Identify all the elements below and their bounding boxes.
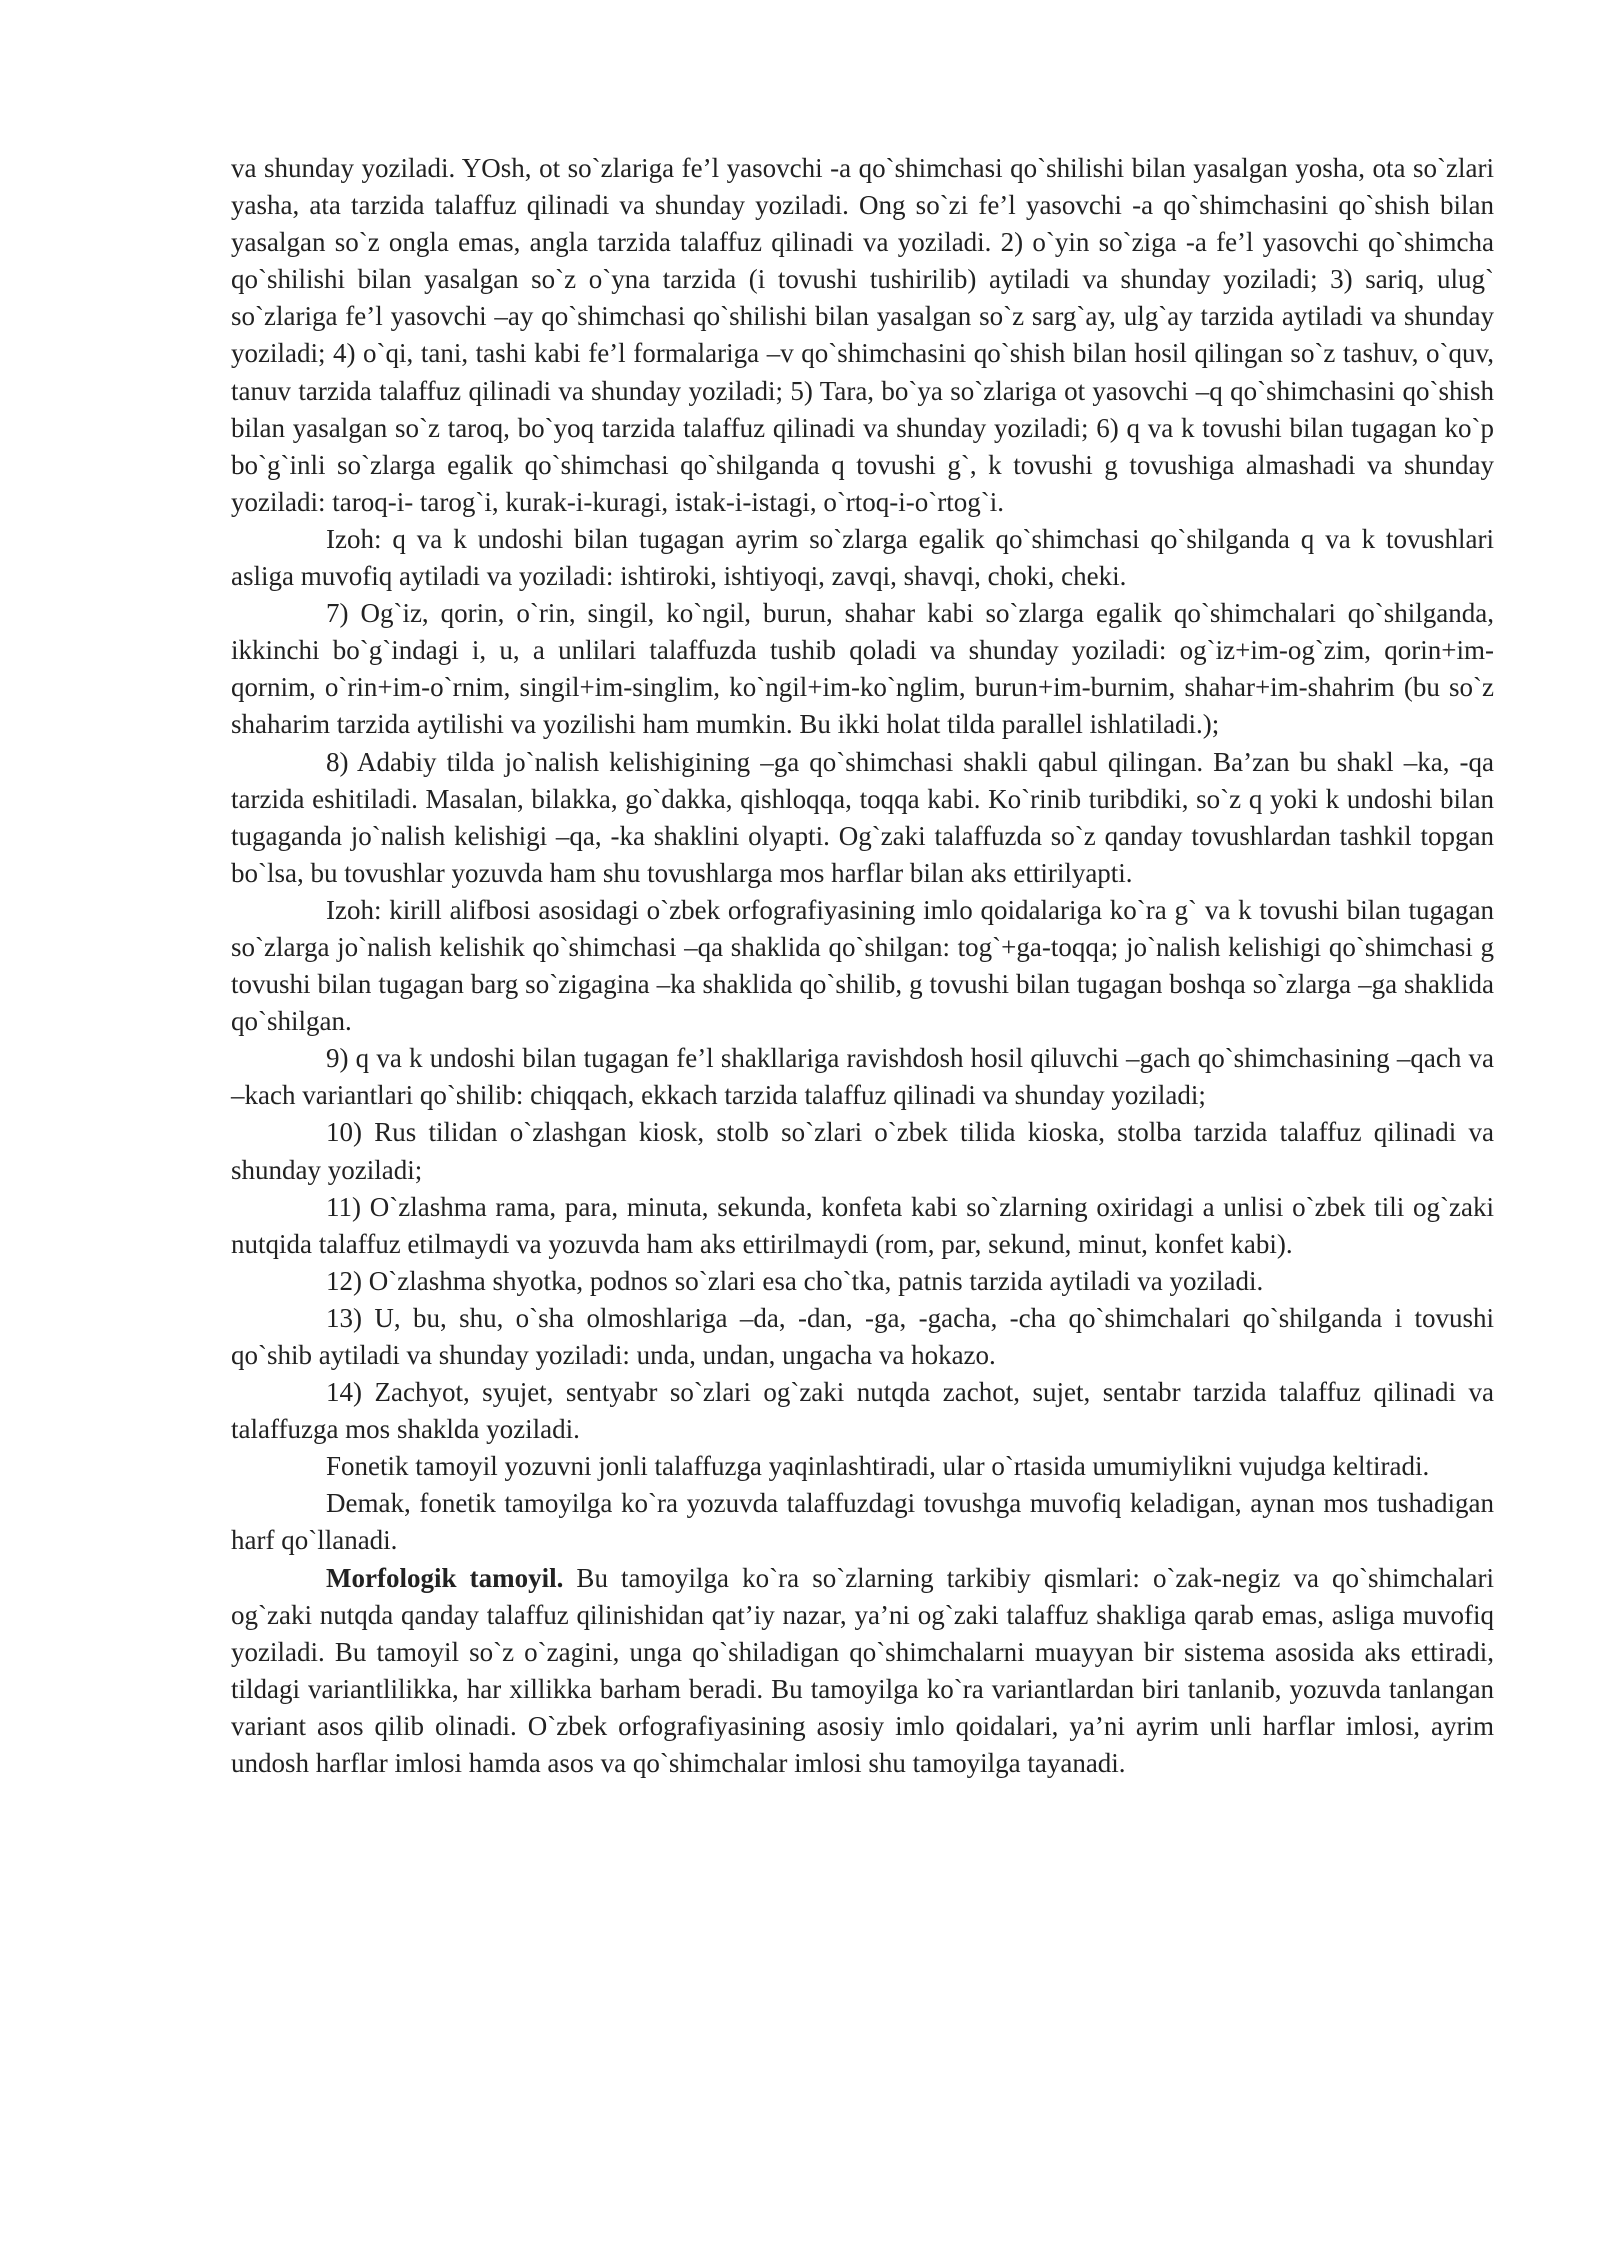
paragraph-14 [231,1560,1494,1783]
paragraph-9-text: 12) O`zlashma shyotka, podnos so`zlari esa cho`tka, patnis tarzida aytiladi va yoziladi. [326,1265,1264,1296]
section-heading-morfologik: Morfologik tamoyil. [326,1562,564,1593]
paragraph-6 [231,1040,1494,1114]
document-page [231,150,1494,1782]
paragraph-6-text: 9) q va k undoshi bilan tugagan fe’l shakllariga ravishdosh hosil qiluvchi –gach qo`shimchasining –qach va –kach variantlari qo`shilib: chiqqach, ekkach tarzida talaffuz qilinadi va shunday yoziladi; [231,1043,1494,1111]
paragraph-2 [231,521,1494,595]
paragraph-9 [231,1263,1494,1300]
paragraph-13-text: Demak, fonetik tamoyilga ko`ra yozuvda talaffuzdagi tovushga muvofiq keladigan, aynan mos tushadigan harf qo`llanadi. [231,1488,1494,1556]
paragraph-7-text: 10) Rus tilidan o`zlashgan kiosk, stolb so`zlari o`zbek tilida kioska, stolba tarzida talaffuz qilinadi va shunday yoziladi; [231,1117,1494,1185]
paragraph-8 [231,1189,1494,1263]
paragraph-4 [231,744,1494,892]
paragraph-5 [231,892,1494,1040]
paragraph-7 [231,1114,1494,1188]
paragraph-2-text: Izoh: q va k undoshi bilan tugagan ayrim so`zlarga egalik qo`shimchasi qo`shilganda q va k tovushlari asliga muvofiq aytiladi va yoziladi: ishtiroki, ishtiyoqi, zavqi, shavqi, choki, cheki. [231,523,1494,592]
paragraph-14-text: Bu tamoyilga ko`ra so`zlarning tarkibiy qismlari: o`zak-negiz va qo`shimchalari og`zaki nutqda qanday talaffuz qilinishidan qat’iy nazar, ya’ni og`zaki talaffuz shakliga qarab emas, asliga muvofiq yoziladi. Bu tamoyil so`z o`zagini, unga qo`shiladigan qo`shimchalarni muayyan bir sistema asosida aks ettiradi, tildagi variantlilikka, har xillikka barham beradi. Bu tamoyilga ko`ra variantlardan biri tanlanib, yozuvda tanlangan variant asos qilib olinadi. O`zbek orfografiyasining asosiy imlo qoidalari, ya’ni ayrim unli harflar imlosi, ayrim undosh harflar imlosi hamda asos va qo`shimchalar imlosi shu tamoyilga tayanadi. [231,1562,1494,1779]
paragraph-1 [231,150,1494,521]
paragraph-8-text: 11) O`zlashma rama, para, minuta, sekunda, konfeta kabi so`zlarning oxiridagi a unlisi o`zbek tili og`zaki nutqida talaffuz etilmaydi va yozuvda ham aks ettirilmaydi (rom, par, sekund, minut, konfet kabi). [231,1191,1494,1259]
paragraph-10 [231,1300,1494,1374]
paragraph-1-text: va shunday yoziladi. YOsh, ot so`zlariga fe’l yasovchi -a qo`shimchasi qo`shilishi bilan yasalgan yosha, ota so`zlari yasha, ata tarzida talaffuz qilinadi va shunday yoziladi. Ong so`zi fe’l yasovchi -a qo`shimchasini qo`shish bilan yasalgan so`z ongla emas, angla tarzida talaffuz qilinadi va yoziladi. 2) o`yin so`ziga -a fe’l yasovchi qo`shimcha qo`shilishi bilan yasalgan so`z o`yna tarzida (i tovushi tushirilib) aytiladi va shunday yoziladi; 3) sariq, ulug` so`zlariga fe’l yasovchi –ay qo`shimchasi qo`shilishi bilan yasalgan so`z sarg`ay, ulg`ay tarzida aytiladi va shunday yoziladi; 4) o`qi, tani, tashi kabi fe’l formalariga –v qo`shimchasini qo`shish bilan hosil qilingan so`z tashuv, o`quv, tanuv tarzida talaffuz qilinadi va shunday yoziladi; 5) Tara, bo`ya so`zlariga ot yasovchi –q qo`shimchasini qo`shish bilan yasalgan so`z taroq, bo`yoq tarzida talaffuz qilinadi va shunday yoziladi; 6) q va k tovushi bilan tugagan ko`p bo`g`inli so`zlarga egalik qo`shimchasi qo`shilganda q tovushi g`, k tovushi g tovushiga almashadi va shunday yoziladi: taroq-i- tarog`i, kurak-i-kuragi, istak-i-istagi, o`rtoq-i-o`rtog`i. [231,153,1494,517]
paragraph-5-text: Izoh: kirill alifbosi asosidagi o`zbek orfografiyasining imlo qoidalariga ko`ra g` va k tovushi bilan tugagan so`zlarga jo`nalish kelishik qo`shimchasi –qa shaklida qo`shilgan: tog`+ga-toqqa; jo`nalish kelishigi qo`shimchasi g tovushi bilan tugagan barg so`zigagina –ka shaklida qo`shilib, g tovushi bilan tugagan boshqa so`zlarga –ga shaklida qo`shilgan. [231,894,1494,1037]
paragraph-3-text: 7) Og`iz, qorin, o`rin, singil, ko`ngil, burun, shahar kabi so`zlarga egalik qo`shimchalari qo`shilganda, ikkinchi bo`g`indagi i, u, a unlilari talaffuzda tushib qoladi va shunday yoziladi: og`iz+im-og`zim, qorin+im-qornim, o`rin+im-o`rnim, singil+im-singlim, ko`ngil+im-ko`nglim, burun+im-burnim, shahar+im-shahrim (bu so`z shaharim tarzida aytilishi va yozilishi ham mumkin. Bu ikki holat tilda parallel ishlatiladi.); [231,598,1494,740]
paragraph-12 [231,1448,1494,1485]
paragraph-10-text: 13) U, bu, shu, o`sha olmoshlariga –da, -dan, -ga, -gacha, -cha qo`shimchalari qo`shilganda i tovushi qo`shib aytiladi va shunday yoziladi: unda, undan, ungacha va hokazo. [231,1302,1494,1370]
paragraph-11-text: 14) Zachyot, syujet, sentyabr so`zlari og`zaki nutqda zachot, sujet, sentabr tarzida talaffuz qilinadi va talaffuzga mos shaklda yoziladi. [231,1377,1494,1445]
paragraph-4-text: 8) Adabiy tilda jo`nalish kelishigining –ga qo`shimchasi shakli qabul qilingan. Ba’zan bu shakl –ka, -qa tarzida eshitiladi. Masalan, bilakka, go`dakka, qishloqqa, toqqa kabi. Ko`rinib turibdiki, so`z q yoki k undoshi bilan tugaganda jo`nalish kelishigi –qa, -ka shaklini olyapti. Og`zaki talaffuzda so`z qanday tovushlardan tashkil topgan bo`lsa, bu tovushlar yozuvda ham shu tovushlarga mos harflar bilan aks ettirilyapti. [231,746,1494,888]
paragraph-12-text: Fonetik tamoyil yozuvni jonli talaffuzga yaqinlashtiradi, ular o`rtasida umumiylikni vujudga keltiradi. [326,1451,1430,1482]
paragraph-3 [231,595,1494,743]
paragraph-11 [231,1374,1494,1448]
paragraph-13 [231,1485,1494,1559]
